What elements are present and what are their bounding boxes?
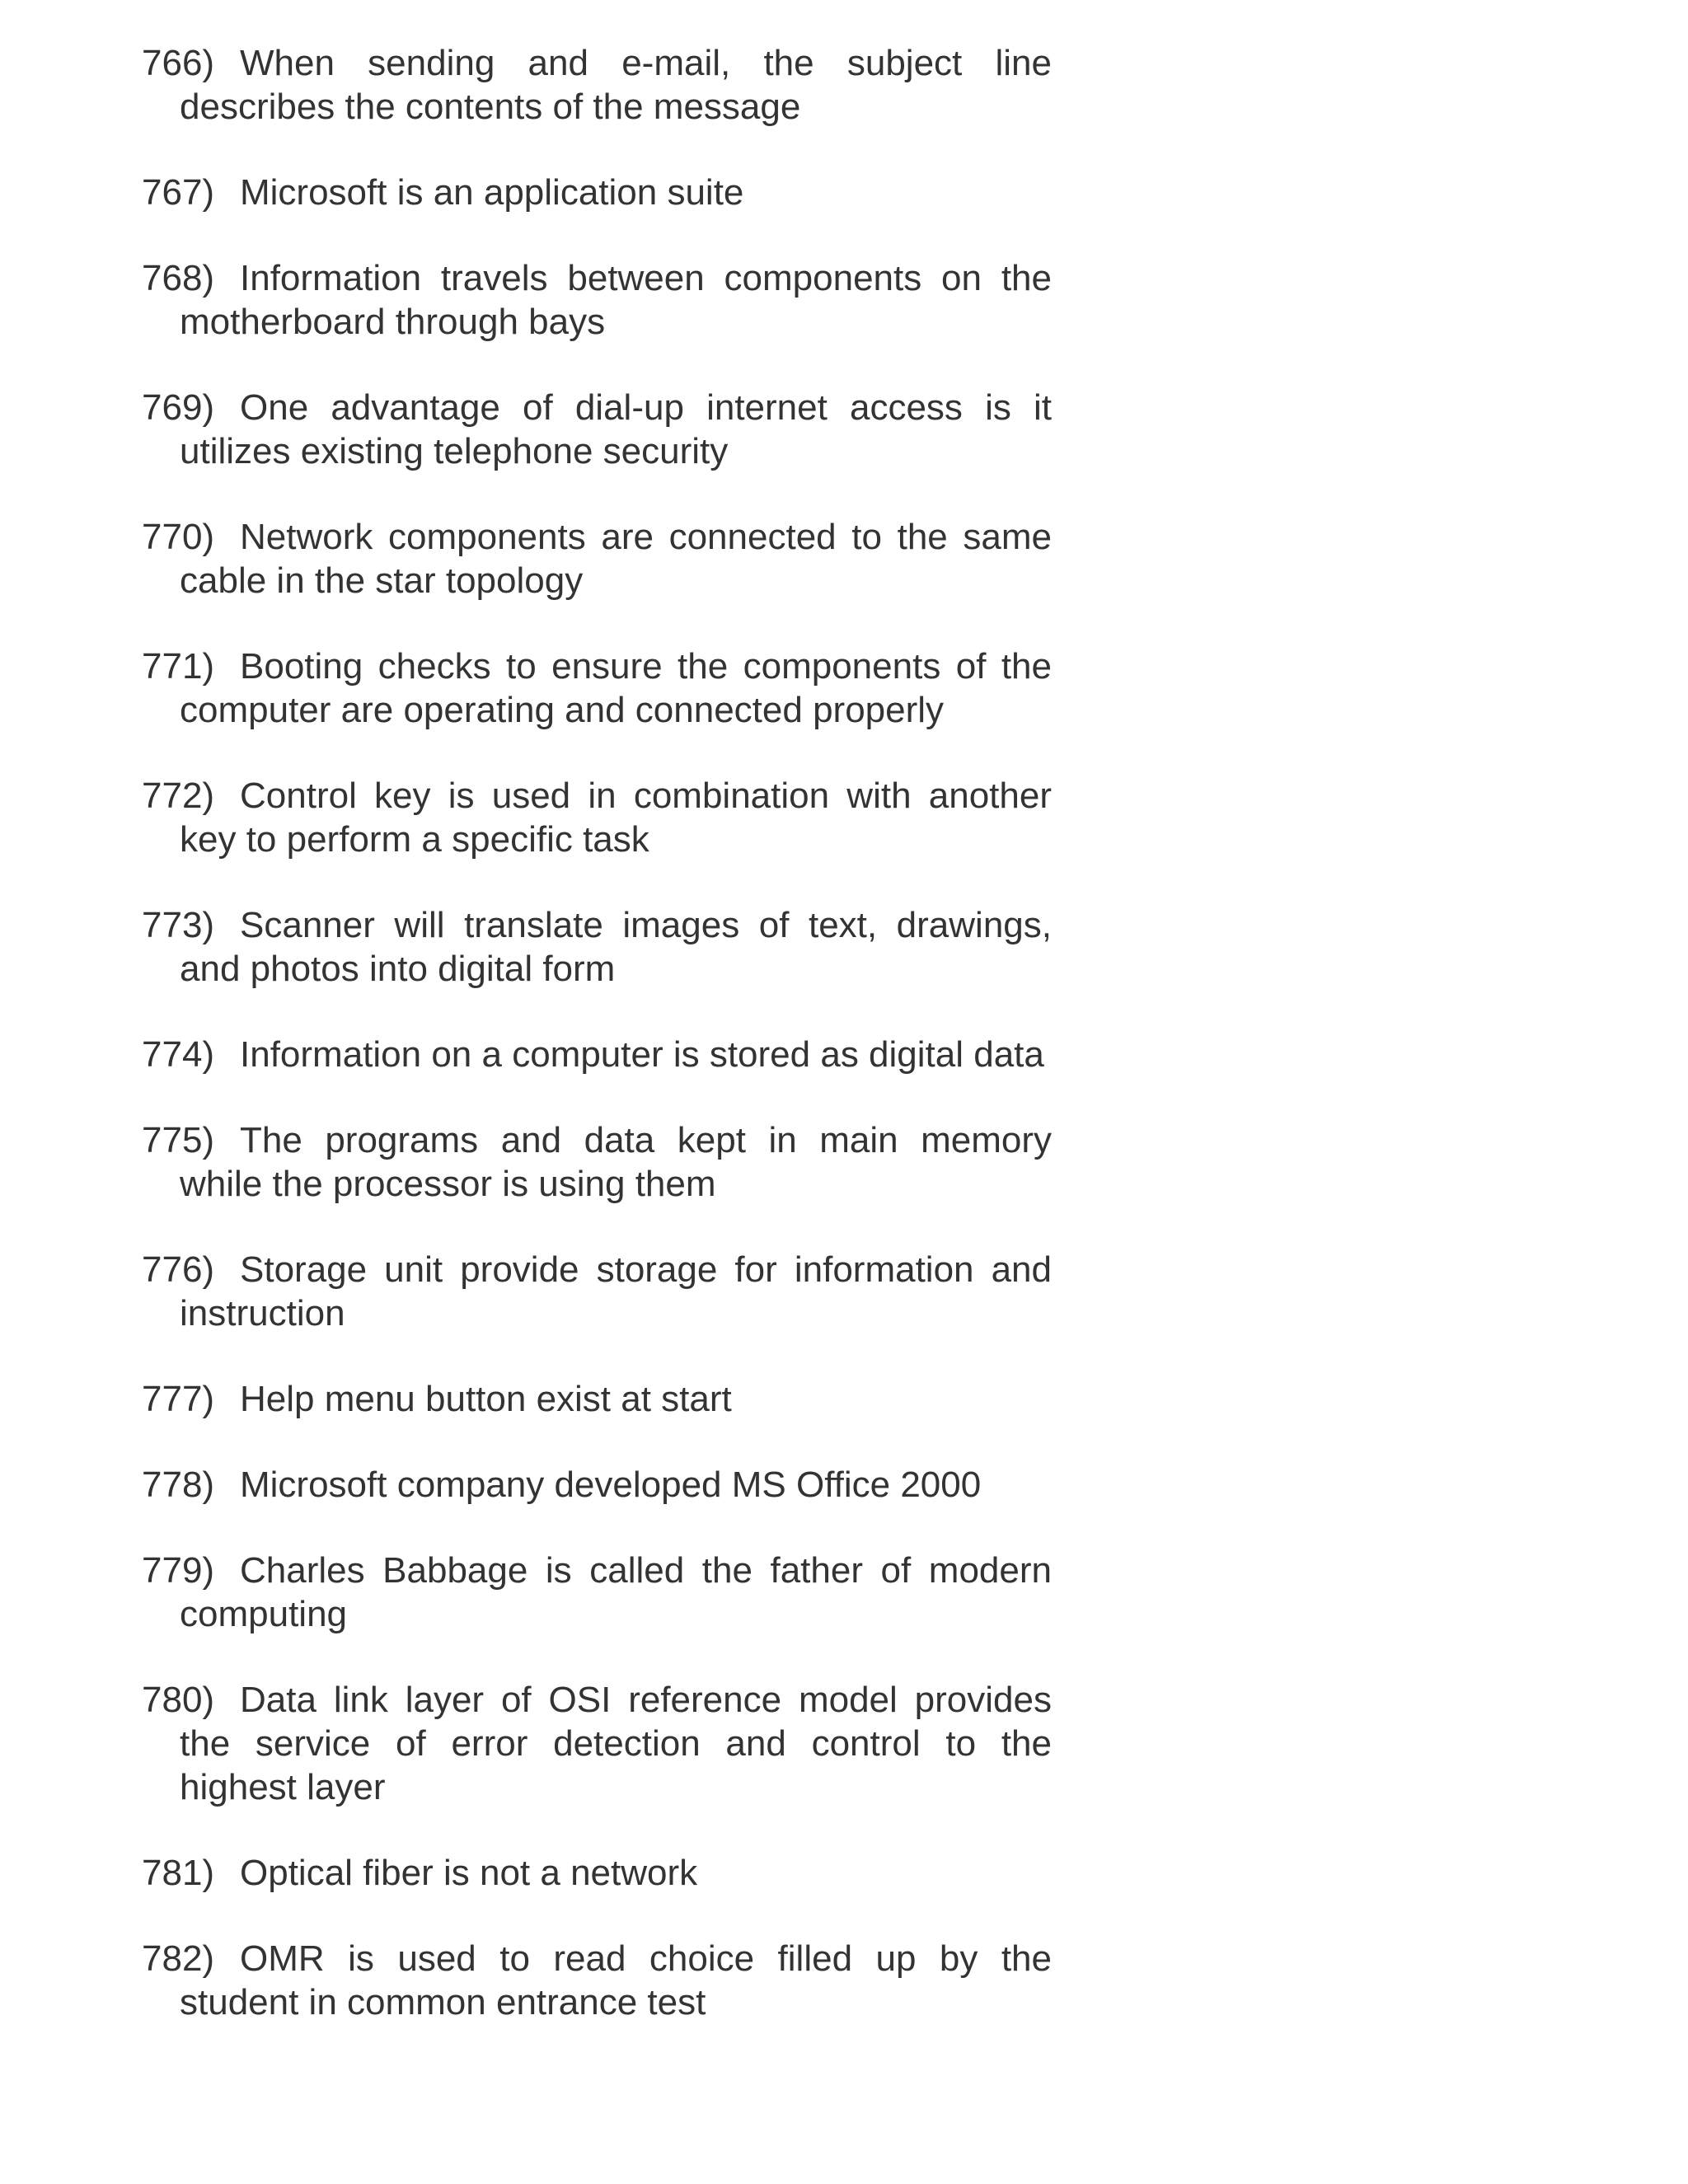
item-number: 782)	[142, 1938, 215, 1979]
item-text: Booting checks to ensure the components of the computer are operating and connected properly	[180, 646, 1052, 730]
list-item	[142, 1033, 1052, 1076]
item-text: Network components are connected to the same cable in the star topology	[180, 517, 1052, 601]
item-text: Optical fiber is not a network	[240, 1853, 698, 1893]
item-number: 776)	[142, 1249, 215, 1290]
list-item	[142, 171, 1052, 214]
question-list	[142, 41, 1052, 2066]
item-text: Storage unit provide storage for information and instruction	[180, 1249, 1052, 1333]
list-item	[142, 386, 1052, 473]
list-item	[142, 41, 1052, 129]
list-item	[142, 1248, 1052, 1335]
item-number: 778)	[142, 1465, 215, 1505]
item-number: 771)	[142, 646, 215, 687]
list-item	[142, 1463, 1052, 1507]
item-number: 781)	[142, 1853, 215, 1893]
item-number: 777)	[142, 1379, 215, 1419]
item-text: When sending and e-mail, the subject line describes the contents of the message	[180, 43, 1052, 127]
item-number: 774)	[142, 1034, 215, 1075]
list-item	[142, 1851, 1052, 1895]
item-number: 779)	[142, 1550, 215, 1591]
item-text: Microsoft company developed MS Office 2000	[240, 1465, 982, 1505]
item-text: Microsoft is an application suite	[240, 172, 744, 213]
item-number: 773)	[142, 905, 215, 945]
list-item	[142, 774, 1052, 861]
item-text: The programs and data kept in main memory while the processor is using them	[180, 1120, 1052, 1204]
list-item	[142, 1377, 1052, 1421]
list-item	[142, 1678, 1052, 1809]
list-item	[142, 903, 1052, 991]
item-text: Data link layer of OSI reference model provides the service of error detection and control to the highest layer	[180, 1680, 1052, 1807]
item-text: Scanner will translate images of text, drawings, and photos into digital form	[180, 905, 1052, 989]
list-item	[142, 644, 1052, 732]
item-number: 769)	[142, 387, 215, 428]
item-text: Information on a computer is stored as digital data	[240, 1034, 1044, 1075]
item-text: Control key is used in combination with another key to perform a specific task	[180, 776, 1052, 860]
item-number: 767)	[142, 172, 215, 213]
item-text: Help menu button exist at start	[240, 1379, 732, 1419]
item-number: 775)	[142, 1120, 215, 1160]
item-text: One advantage of dial-up internet access is it utilizes existing telephone security	[180, 387, 1052, 471]
item-text: Charles Babbage is called the father of modern computing	[180, 1550, 1052, 1634]
list-item	[142, 1118, 1052, 1206]
item-number: 772)	[142, 776, 215, 816]
item-number: 780)	[142, 1680, 215, 1720]
item-text: OMR is used to read choice filled up by the student in common entrance test	[180, 1938, 1052, 2022]
list-item	[142, 1549, 1052, 1636]
list-item	[142, 515, 1052, 602]
list-item	[142, 256, 1052, 344]
item-number: 770)	[142, 517, 215, 557]
item-text: Information travels between components on the motherboard through bays	[180, 258, 1052, 342]
item-number: 766)	[142, 43, 215, 83]
item-number: 768)	[142, 258, 215, 298]
list-item	[142, 1937, 1052, 2024]
